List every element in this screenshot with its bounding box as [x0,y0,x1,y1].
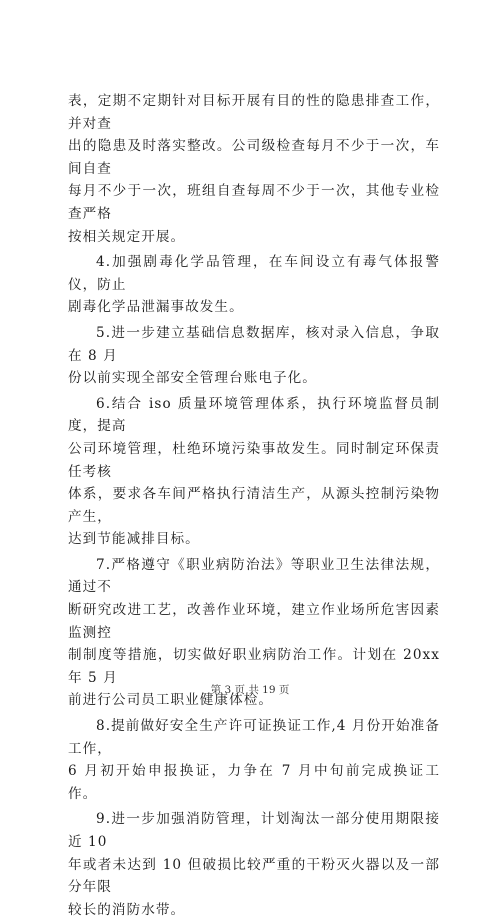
text-line: 9.进一步加强消防管理，计划淘汰一部分使用期限接近 10 [68,811,440,850]
text-line: 出的隐患及时落实整改。公司级检查每月不少于一次，车间自查 [68,138,440,177]
text-line: 8.提前做好安全生产许可证换证工作,4 月份开始准备工作， [68,718,440,757]
paragraph-item-9 [68,808,440,921]
text-line: 5.进一步建立基础信息数据库，核对录入信息，争取在 8 月 [68,324,440,364]
text-line: 制制度等措施，切实做好职业病防治工作。计划在 20xx 年 5 月 [68,647,440,686]
text-line: 份以前实现全部安全管理台账电子化。 [68,370,317,387]
document-body [68,90,440,921]
text-line: 年或者未达到 10 但破损比较严重的干粉灭火器以及一部分年限 [68,856,440,896]
paragraph-hazard-inspection [68,90,440,248]
text-line: 6 月初开始申报换证，力争在 7 月中旬前完成换证工作。 [68,763,440,802]
text-line: 4.加强剧毒化学品管理，在车间设立有毒气体报警仪，防止 [68,254,440,293]
paragraph-item-5 [68,322,440,390]
text-line: 表，定期不定期针对目标开展有目的性的隐患排查工作，并对查 [68,93,440,132]
text-line: 断研究改进工艺，改善作业环境，建立作业场所危害因素监测控 [68,602,440,641]
text-line: 体系，要求各车间严格执行清洁生产，从源头控制污染物产生， [68,486,440,525]
text-line: 按相关规定开展。 [68,228,186,245]
page-number-footer: 第 3 页 共 19 页 [210,684,290,696]
text-line: 剧毒化学品泄漏事故发生。 [68,299,244,316]
text-line: 公司环境管理，杜绝环境污染事故发生。同时制定环保责任考核 [68,440,440,480]
text-line: 6.结合 iso 质量环境管理体系，执行环境监督员制度，提高 [68,395,440,435]
text-line: 达到节能减排目标。 [68,531,200,548]
text-line: 7.严格遵守《职业病防治法》等职业卫生法律法规，通过不 [68,556,440,596]
paragraph-item-8 [68,715,440,805]
text-line: 每月不少于一次，班组自查每周不少于一次，其他专业检查严格 [68,183,440,222]
paragraph-item-6 [68,393,440,551]
text-line: 较长的消防水带。 [68,901,186,918]
paragraph-item-4 [68,251,440,319]
text-line: 前进行公司员工职业健康体检。 [68,692,274,709]
